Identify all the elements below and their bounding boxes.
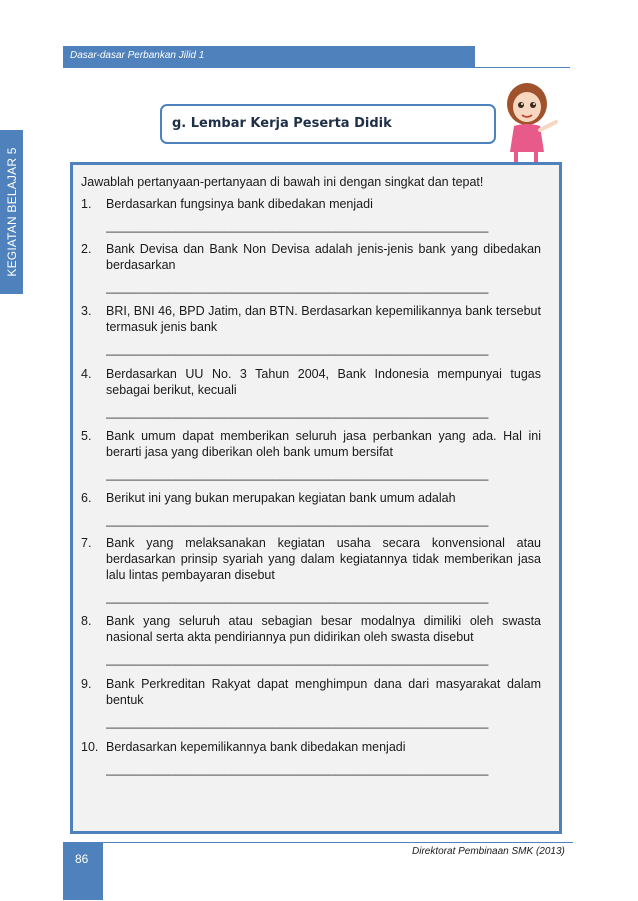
side-tab: [0, 130, 23, 294]
question-number: 8.: [81, 614, 92, 628]
section-title: g. Lembar Kerja Peserta Didik: [172, 116, 392, 131]
question-text: Berdasarkan UU No. 3 Tahun 2004, Bank Indonesia mempunyai tugas sebagai berikut, kecuali: [106, 367, 541, 397]
answer-line[interactable]: _______________________________________________________: [106, 715, 489, 729]
question-text: Bank Devisa dan Bank Non Devisa adalah jenis-jenis bank yang dibedakan berdasarkan: [106, 242, 541, 272]
answer-line[interactable]: _______________________________________________________: [106, 405, 489, 419]
question-number: 9.: [81, 677, 92, 691]
question-number: 7.: [81, 536, 92, 550]
question-item: [81, 739, 541, 777]
answer-line[interactable]: _______________________________________________________: [106, 513, 489, 527]
answer-line[interactable]: _______________________________________________________: [106, 590, 489, 604]
teacher-mascot-icon: [492, 74, 562, 164]
page-number: 86: [75, 852, 89, 866]
side-tab-label: KEGIATAN BELAJAR 5: [4, 147, 19, 277]
question-item: [81, 428, 541, 482]
answer-line[interactable]: _______________________________________________________: [106, 280, 489, 294]
question-item: [81, 241, 541, 295]
book-title: Dasar-dasar Perbankan Jilid 1: [70, 50, 205, 61]
question-item: [81, 676, 541, 730]
question-number: 5.: [81, 429, 92, 443]
question-item: [81, 613, 541, 667]
question-item: [81, 535, 541, 605]
section-title-box: [160, 104, 496, 144]
question-text: Berdasarkan fungsinya bank dibedakan menjadi: [106, 197, 373, 211]
question-number: 2.: [81, 242, 92, 256]
question-number: 4.: [81, 367, 92, 381]
question-text: Berdasarkan kepemilikannya bank dibedakan menjadi: [106, 740, 406, 754]
footer-bar: [63, 842, 103, 900]
question-text: Berikut ini yang bukan merupakan kegiatan bank umum adalah: [106, 491, 456, 505]
question-item: [81, 366, 541, 420]
question-number: 6.: [81, 491, 92, 505]
question-item: [81, 196, 541, 234]
question-text: Bank yang melaksanakan kegiatan usaha secara konvensional atau berdasarkan prinsip syariah yang dalam kegiatannya tidak memberikan jasa lalu lintas pembayaran disebut: [106, 536, 541, 582]
footer-rule: [103, 842, 573, 843]
question-number: 1.: [81, 197, 92, 211]
question-number: 3.: [81, 304, 92, 318]
answer-line[interactable]: _______________________________________________________: [106, 762, 489, 776]
worksheet-instruction: Jawablah pertanyaan-pertanyaan di bawah ini dengan singkat dan tepat!: [81, 175, 484, 189]
question-text: Bank Perkreditan Rakyat dapat menghimpun dana dari masyarakat dalam bentuk: [106, 677, 541, 707]
answer-line[interactable]: _______________________________________________________: [106, 219, 489, 233]
question-number: 10.: [81, 740, 99, 754]
answer-line[interactable]: _______________________________________________________: [106, 467, 489, 481]
publisher-credit: Direktorat Pembinaan SMK (2013): [412, 846, 565, 857]
question-item: [81, 303, 541, 357]
answer-line[interactable]: _______________________________________________________: [106, 652, 489, 666]
header-rule: [475, 67, 570, 68]
question-text: Bank yang seluruh atau sebagian besar modalnya dimiliki oleh swasta nasional serta akta pendiriannya pun didirikan oleh swasta disebut: [106, 614, 541, 644]
question-item: [81, 490, 541, 528]
answer-line[interactable]: _______________________________________________________: [106, 342, 489, 356]
question-text: BRI, BNI 46, BPD Jatim, dan BTN. Berdasarkan kepemilikannya bank tersebut termasuk jenis bank: [106, 304, 541, 334]
question-text: Bank umum dapat memberikan seluruh jasa perbankan yang ada. Hal ini berarti jasa yang diberikan oleh bank umum bersifat: [106, 429, 541, 459]
